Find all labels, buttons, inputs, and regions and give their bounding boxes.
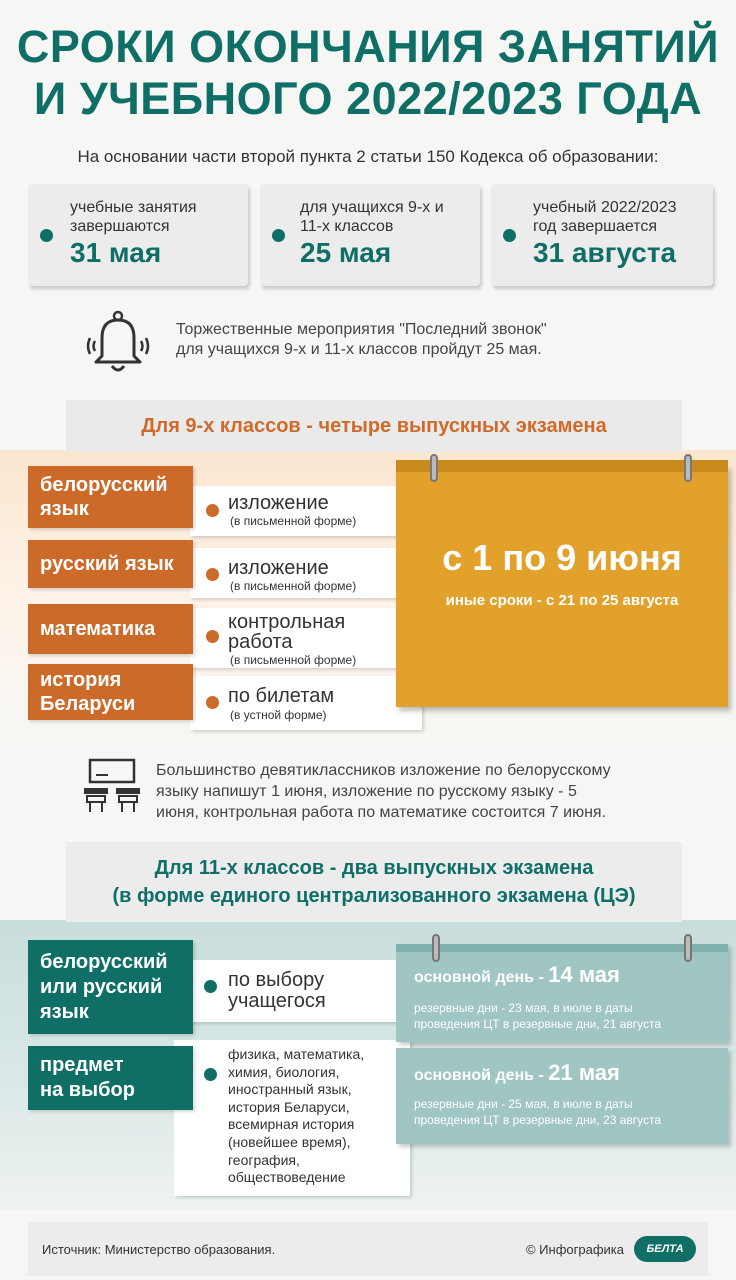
calendar-top-bar: [396, 944, 728, 952]
exam-form-line2: работа: [228, 631, 293, 653]
bell-icon: [84, 308, 152, 374]
bullet-icon: [40, 229, 53, 242]
grade9-note-line3: июня, контрольная работа по математике состоится 7 июня.: [156, 804, 607, 821]
calendar-exam-1: [396, 944, 728, 1042]
elective-item: физика, математика,: [228, 1046, 365, 1062]
exam-form: по билетам: [228, 685, 335, 707]
exam-form-note: (в устной форме): [230, 708, 327, 722]
subject-line2: или русский: [40, 975, 163, 998]
main-day: [414, 1060, 620, 1086]
bullet-icon: [272, 229, 285, 242]
subject-elective: [28, 1046, 193, 1110]
exam-form-box: [190, 676, 422, 730]
elective-item: всемирная история: [228, 1116, 355, 1133]
card-small-2: завершаются: [70, 218, 170, 235]
reserve-days-line2: проведения ЦТ в резервные дни, 21 августа: [414, 1017, 662, 1031]
calendar-top-bar: [396, 460, 728, 472]
bell-note-line1: Торжественные мероприятия "Последний звонок": [176, 321, 547, 338]
subject-russian: [28, 540, 193, 588]
subject-history: [28, 664, 193, 720]
page-title-line1: СРОКИ ОКОНЧАНИЯ ЗАНЯТИЙ: [16, 21, 720, 72]
card-year-end: [491, 184, 713, 286]
exam-form: контрольная: [228, 611, 346, 633]
bullet-icon: [206, 630, 219, 643]
subject-math: [28, 604, 193, 654]
choice-line2: учащегося: [228, 990, 326, 1012]
card-date: 31 августа: [533, 237, 677, 268]
card-small-2: 11-х классов: [300, 218, 394, 235]
footer: [28, 1222, 708, 1276]
bullet-icon: [204, 1068, 217, 1081]
elective-item: обществоведение: [228, 1169, 346, 1186]
main-day-date: 14 мая: [548, 962, 620, 987]
subject-line2: на выбор: [40, 1079, 135, 1101]
grade9-calendar: [396, 465, 728, 707]
exam-form-box: [190, 608, 396, 668]
card-classes-end: [28, 184, 248, 286]
bullet-icon: [503, 229, 516, 242]
bullet-icon: [206, 504, 219, 517]
reserve-days-line2: проведения ЦТ в резервные дни, 23 августа: [414, 1113, 662, 1127]
exam-form-box: [190, 548, 396, 598]
elective-item: химия, биология,: [228, 1063, 340, 1080]
calendar-ring-icon: [432, 934, 440, 962]
subject-line1: история: [40, 669, 122, 691]
grade9-note-line2: языку напишут 1 июня, изложение по русскому языку - 5: [156, 783, 577, 800]
subject-line1: белорусский: [40, 950, 168, 973]
card-small-2: год завершается: [533, 218, 658, 235]
elective-item: (новейшее время),: [228, 1133, 351, 1150]
choice-line1: по выбору: [228, 969, 324, 991]
card-date: 25 мая: [300, 237, 392, 268]
subject-belarusian: [28, 466, 193, 528]
bullet-icon: [206, 696, 219, 709]
subject-line1: русский язык: [40, 553, 174, 575]
reserve-days-line1: резервные дни - 23 мая, в июле в даты: [414, 1001, 633, 1015]
subject-line1: белорусский: [40, 474, 168, 496]
exam-form-box: [190, 486, 396, 536]
bullet-icon: [206, 568, 219, 581]
exam-form-note: (в письменной форме): [230, 514, 357, 528]
main-day-label: основной день -: [414, 969, 549, 986]
card-small-1: для учащихся 9-х и: [300, 199, 444, 216]
classroom-icon: [82, 758, 142, 814]
exam-form-note: (в письменной форме): [230, 579, 357, 593]
main-day-date: 21 мая: [548, 1060, 620, 1085]
exam-form: изложение: [228, 492, 329, 514]
main-day-label: основной день -: [414, 1067, 549, 1084]
subject-line3: язык: [40, 1000, 89, 1023]
exam-form: изложение: [228, 557, 329, 579]
calendar-ring-icon: [684, 454, 692, 482]
card-date: 31 мая: [70, 237, 162, 268]
grade9-note-line1: Большинство девятиклассников изложение по белорусскому: [156, 762, 611, 779]
main-day: [414, 962, 620, 988]
grade9-header-text: Для 9-х классов - четыре выпускных экзамена: [141, 415, 607, 437]
page-title-line2: И УЧЕБНОГО 2022/2023 ГОДА: [33, 73, 703, 124]
reserve-days-line1: резервные дни - 25 мая, в июле в даты: [414, 1097, 633, 1111]
subject-line1: предмет: [40, 1054, 124, 1076]
grade9-calendar-alt-dates: иные сроки - с 21 по 25 августа: [445, 592, 679, 609]
calendar-exam-2: [396, 1048, 728, 1144]
grade9-header: [66, 400, 682, 452]
grade11-header-line2: (в форме единого централизованного экзамена (ЦЭ): [112, 885, 636, 907]
elective-item: география,: [228, 1151, 300, 1168]
grade9-calendar-dates: с 1 по 9 июня: [442, 537, 682, 578]
card-small-1: учебный 2022/2023: [533, 199, 677, 216]
copyright-text: © Инфографика: [525, 1242, 624, 1257]
card-grades-9-11: [260, 184, 480, 286]
elective-item: иностранный язык,: [228, 1081, 352, 1098]
subtitle: На основании части второй пункта 2 статьи 150 Кодекса об образовании:: [77, 147, 659, 166]
card-small-1: учебные занятия: [70, 199, 197, 216]
bell-note-line2: для учащихся 9-х и 11-х классов пройдут 25 мая.: [176, 341, 542, 358]
bullet-icon: [204, 980, 217, 993]
calendar-ring-icon: [430, 454, 438, 482]
elective-list: [228, 1046, 364, 1187]
exam-form-note: (в письменной форме): [230, 653, 357, 667]
exam-choice-box: [190, 960, 400, 1022]
belta-logo: БЕЛТА: [634, 1236, 696, 1262]
calendar-ring-icon: [684, 934, 692, 962]
subject-line2: Беларуси: [40, 693, 136, 715]
subject-line2: язык: [40, 498, 89, 520]
subject-line1: математика: [40, 618, 156, 640]
elective-item: история Беларуси,: [228, 1098, 350, 1115]
grade11-header: [66, 842, 682, 922]
grade11-header-line1: Для 11-х классов - два выпускных экзамена: [154, 857, 594, 879]
subject-language: [28, 940, 193, 1034]
elective-list-box: [174, 1040, 410, 1196]
source-text: Источник: Министерство образования.: [42, 1242, 276, 1257]
